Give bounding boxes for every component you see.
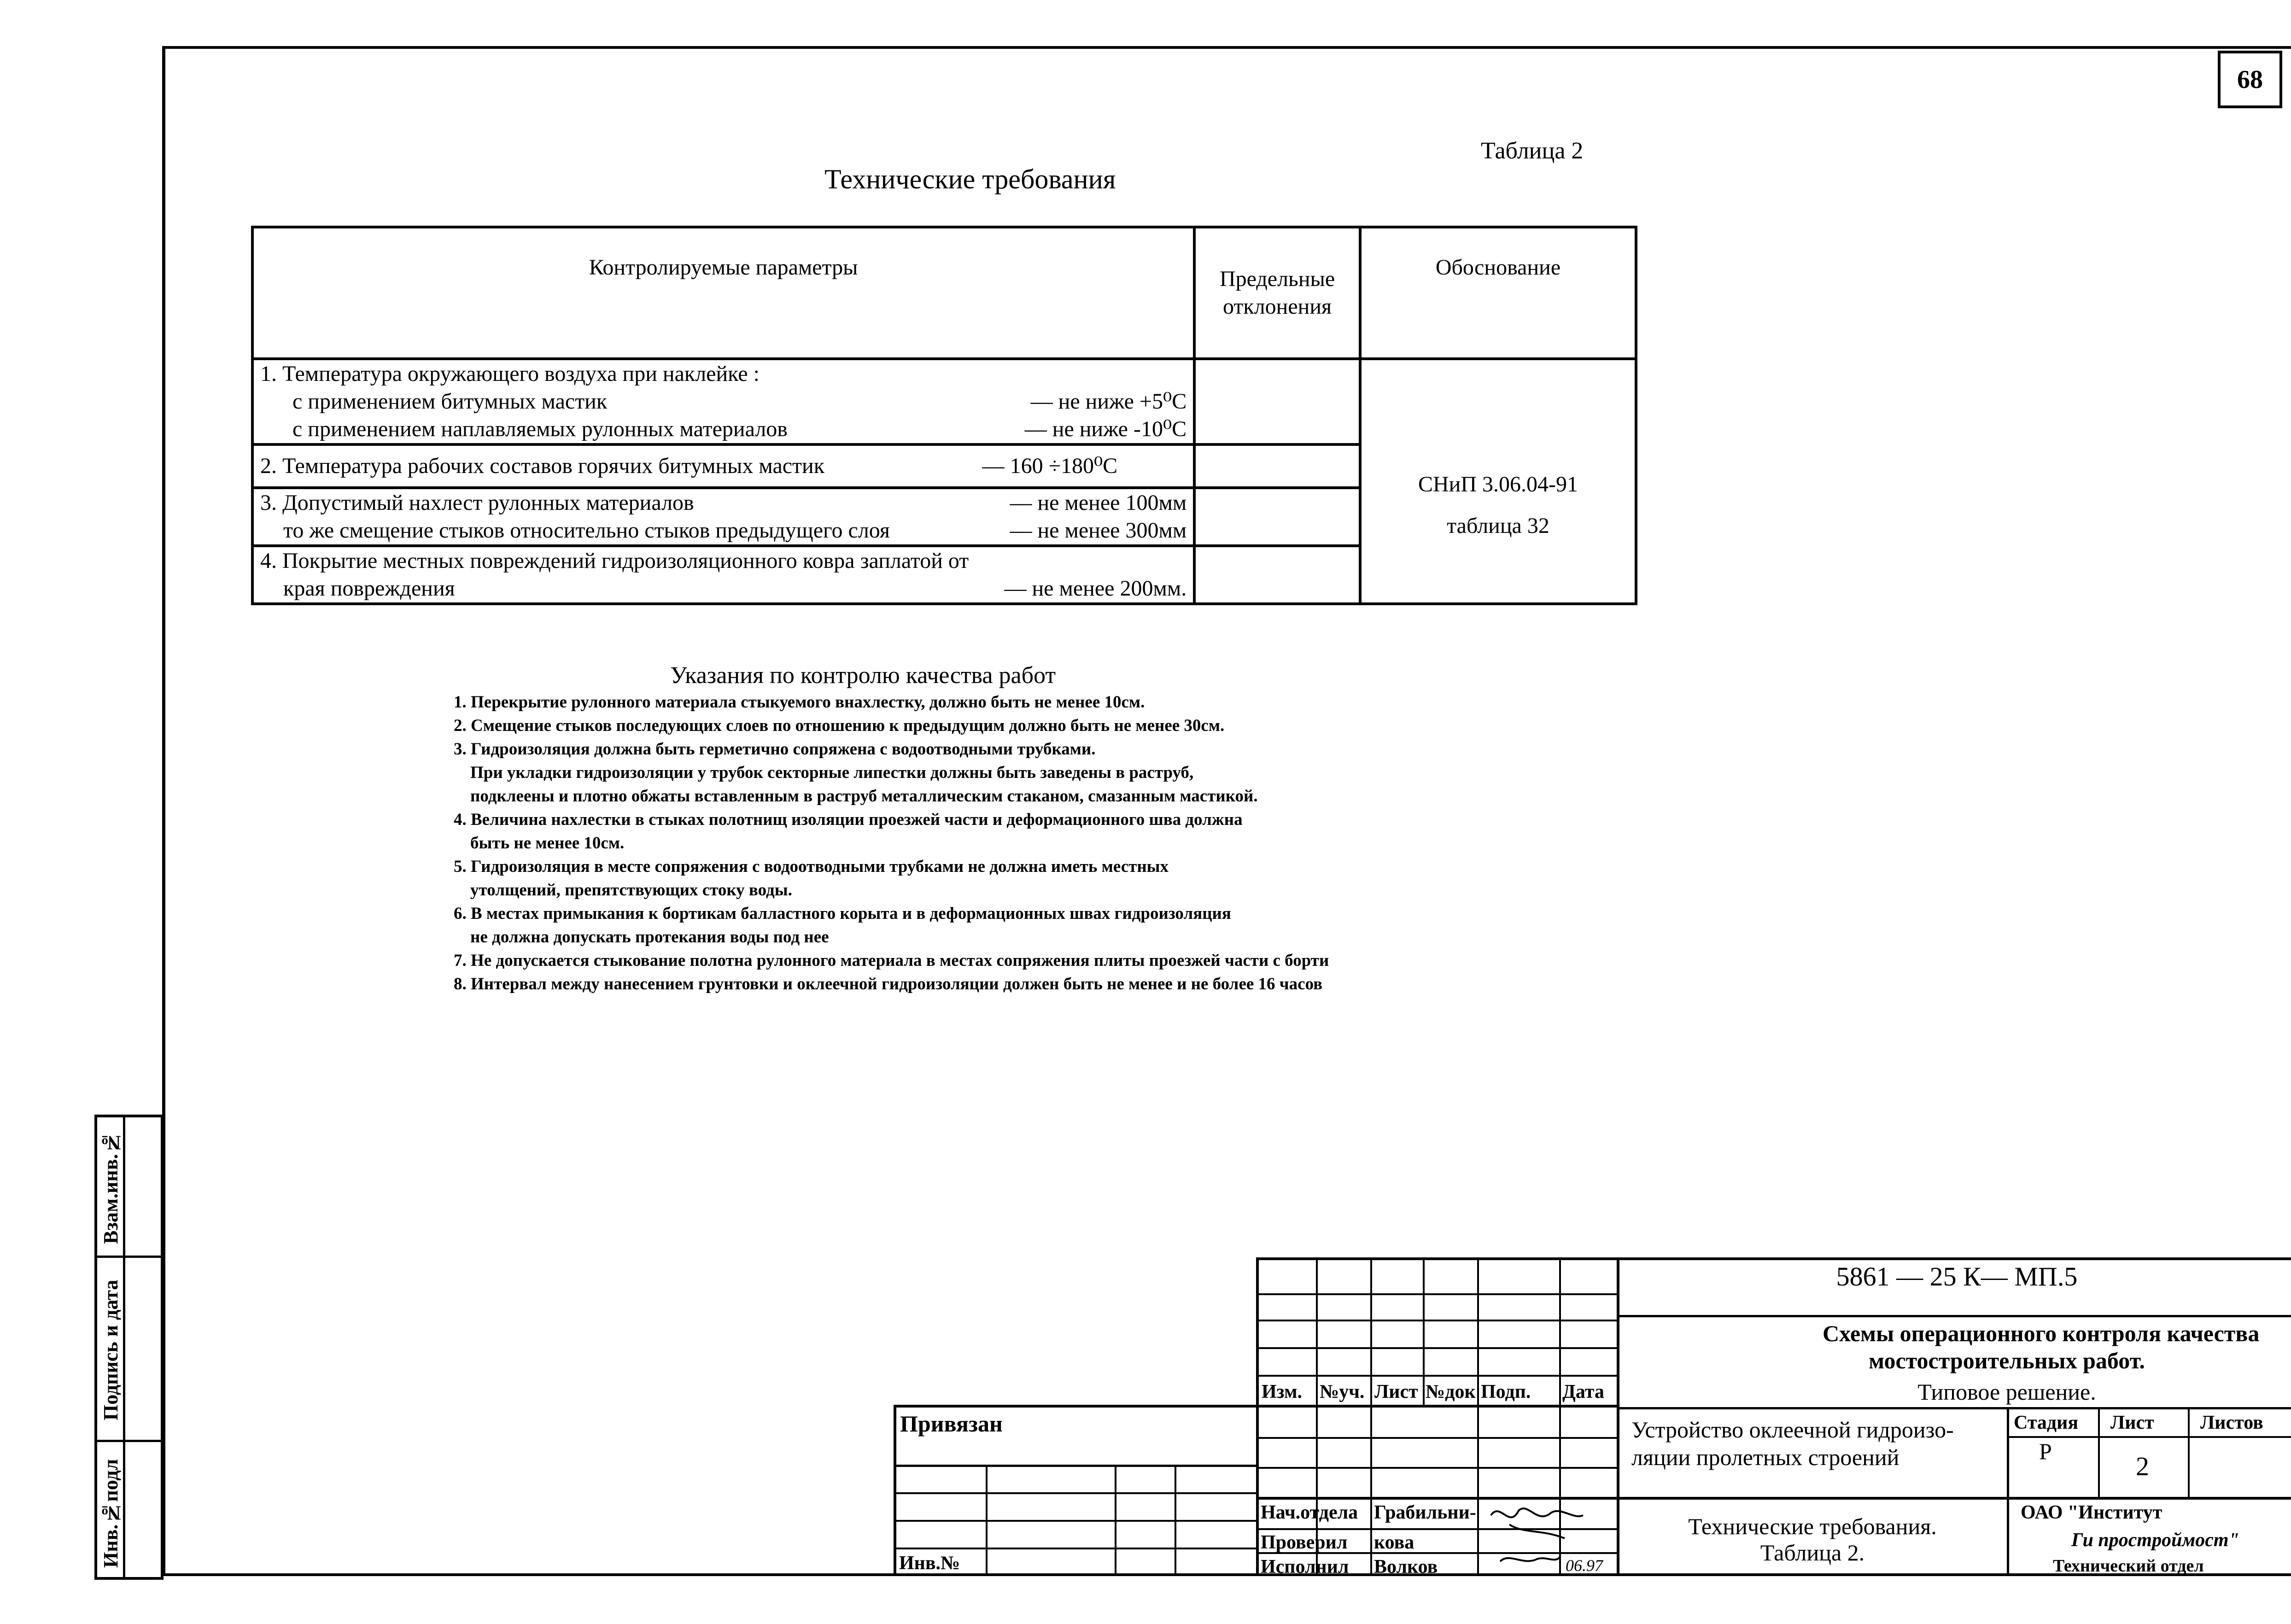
sheet-value: 2: [2136, 1451, 2149, 1481]
pb-line: [894, 1465, 1257, 1467]
row1-line3: [260, 415, 1186, 443]
pb-line: [986, 1465, 988, 1575]
pb-line: [894, 1520, 1257, 1522]
tb-line: [2098, 1407, 2100, 1497]
table-row: [252, 359, 1636, 444]
tb-line: [1256, 1320, 1618, 1321]
tb-line: [1617, 1315, 2291, 1317]
row2-left: 2. Температура рабочих составов горячих битумных мастик: [260, 454, 825, 478]
quality-notes: [454, 661, 1513, 996]
tb-name2: Волков: [1374, 1556, 1438, 1577]
row4-deviation: [1194, 546, 1360, 604]
tb-line: [1256, 1293, 1618, 1295]
tb-line: [2188, 1407, 2190, 1497]
subject-1: Устройство оклеечной гидроизо-: [1631, 1417, 1954, 1443]
row3-line2: [260, 517, 1186, 544]
header-deviations: [1194, 227, 1360, 359]
tb-line: [1423, 1257, 1425, 1405]
header-deviations-text: Предельные отклонения: [1220, 267, 1335, 319]
row4-cell: [252, 546, 1194, 604]
pb-line: [894, 1548, 1257, 1549]
tb-col-list: Лист: [1374, 1381, 1418, 1402]
tb-line: [1617, 1497, 2291, 1500]
tb-col-izm: Изм.: [1262, 1381, 1303, 1402]
privyazan-block: [894, 1405, 1257, 1580]
row1-line2-left: с применением битумных мастик: [292, 389, 608, 414]
basis-line1: СНиП 3.06.04-91: [1418, 472, 1578, 497]
row1-line3-right: — не ниже -10⁰C: [1024, 417, 1187, 441]
row4-line2-right: — не менее 200мм.: [1004, 576, 1187, 601]
note-item: подклеены и плотно обжаты вставленным в раструб металлическим стаканом, смазанным мастикой.: [470, 787, 1258, 806]
pb-line: [894, 1405, 1257, 1408]
org-3: Технический отдел: [2053, 1556, 2204, 1576]
row3-deviation: [1194, 488, 1360, 546]
tb-date: 06.97: [1566, 1556, 1603, 1575]
page-title: Технические требования: [824, 164, 1116, 194]
page-number: 68: [2218, 51, 2282, 108]
note-item: 2. Смещение стыков последующих слоев по отношению к предыдущим должно быть не менее 30см.: [454, 716, 1225, 735]
doc-title-3: Типовое решение.: [1917, 1379, 2096, 1405]
subject-2: ляции пролетных строений: [1631, 1444, 1899, 1470]
tb-nach-otdela: Нач.отдела: [1261, 1502, 1358, 1523]
note-item: 7. Не допускается стыкование полотна рулонного материала в местах сопряжения плиты проезжей части с борти: [454, 951, 1329, 970]
row2-cell: [252, 444, 1194, 488]
row4-line2: [260, 575, 1186, 602]
header-basis: Обоснование: [1360, 227, 1636, 359]
note-item: 5. Гидроизоляция в месте сопряжения с водоотводными трубками не должна иметь местных: [454, 857, 1169, 876]
tb-line: [1370, 1257, 1372, 1575]
sheet-label: Лист: [2110, 1412, 2154, 1433]
table-header-row: [252, 227, 1636, 359]
doc-title-2: мостостроительных работ.: [1869, 1348, 2145, 1373]
note-item: 8. Интервал между нанесением грунтовки и оклеечной гидроизоляции должен быть не менее и не более 16 часов: [454, 975, 1323, 993]
row1-cell: [252, 359, 1194, 444]
pb-line: [894, 1492, 1257, 1494]
title-block: [1256, 1257, 2291, 1580]
tb-line: [1316, 1257, 1318, 1575]
tb-line: [1477, 1257, 1479, 1575]
stage-value: Р: [2039, 1438, 2052, 1464]
tb-name1-a: Грабильни-: [1374, 1502, 1476, 1523]
notes-title: Указания по контролю качества работ: [670, 662, 1056, 689]
note-item: утолщений, препятствующих стоку воды.: [470, 881, 792, 900]
note-item: 3. Гидроизоляция должна быть герметично сопряжена с водоотводными трубками.: [454, 740, 1096, 759]
row3-line2-right: — не менее 300мм: [1010, 518, 1187, 543]
tb-name1-b: кова: [1374, 1532, 1414, 1553]
tb-line: [1256, 1375, 1618, 1377]
tb-ispolnil: Исполнил: [1261, 1556, 1349, 1577]
row3-line1-right: — не менее 100мм: [1010, 491, 1187, 515]
sheet-title-2: Таблица 2.: [1760, 1540, 1865, 1566]
row1-line3-left: с применением наплавляемых рулонных материалов: [292, 417, 788, 441]
tb-col-podp: Подп.: [1481, 1381, 1531, 1402]
tb-line: [1617, 1407, 2291, 1409]
signature-icon: [1482, 1497, 1597, 1580]
row2-deviation: [1194, 444, 1360, 488]
tb-col-nuch: №уч.: [1320, 1381, 1365, 1402]
inv-no-label: Инв.№: [899, 1553, 960, 1574]
pb-line: [894, 1405, 896, 1575]
basis-cell: [1360, 359, 1636, 604]
note-item: 6. В местах примыкания к бортикам балластного корыта и в деформационных швах гидроизоляция: [454, 904, 1231, 923]
side-stamp-divider: [97, 1440, 161, 1442]
privyazan-label: Привязан: [900, 1411, 1003, 1437]
tb-line: [1256, 1257, 2291, 1260]
side-stamp: [94, 1115, 164, 1580]
row1-line2-right: — не ниже +5⁰C: [1030, 389, 1187, 414]
doc-title-1: Схемы операционного контроля качества: [1823, 1320, 2260, 1346]
row3-cell: [252, 488, 1194, 546]
row3-line2-left: то же смещение стыков относительно стыков предыдущего слоя: [283, 518, 890, 543]
row1-line2: [260, 388, 1186, 415]
row3-line1: [260, 489, 1186, 517]
tb-line: [1256, 1437, 1618, 1439]
sheets-label: Листов: [2200, 1412, 2263, 1433]
tb-col-data: Дата: [1562, 1381, 1604, 1402]
row1-line1: 1. Температура окружающего воздуха при наклейке :: [260, 362, 760, 386]
tb-line: [1256, 1347, 1618, 1349]
pb-line: [1115, 1465, 1116, 1575]
note-item: быть не менее 10см.: [470, 834, 625, 853]
side-stamp-inv-podl: Инв.№подл: [99, 1459, 122, 1568]
row2-right: — 160 ÷180⁰C: [982, 454, 1118, 478]
note-item: 4. Величина нахлестки в стыках полотнищ изоляции проезжей части и деформационного шва должна: [454, 810, 1243, 829]
side-stamp-vzam: Взам.инв.№: [99, 1131, 122, 1244]
note-item: 1. Перекрытие рулонного материала стыкуемого внахлестку, должно быть не менее 10см.: [454, 693, 1145, 712]
basis-line2: таблица 32: [1447, 514, 1549, 538]
row4-line1: 4. Покрытие местных повреждений гидроизоляционного ковра заплатой от: [260, 549, 969, 573]
requirements-table: [251, 226, 1637, 605]
sheet-title-1: Технические требования.: [1688, 1513, 1937, 1539]
doc-code: 5861 — 25 К— МП.5: [1836, 1262, 2078, 1291]
note-item: При укладки гидроизоляции у трубок секторные липестки должны быть заведены в раструб,: [470, 763, 1194, 782]
tb-col-ndok: №док: [1426, 1381, 1476, 1402]
pb-line: [1175, 1465, 1176, 1575]
table-label: Таблица 2: [1481, 138, 1584, 164]
org-2: Ги простроймост": [2071, 1530, 2239, 1551]
row1-deviation: [1194, 359, 1360, 444]
org-1: ОАО "Институт: [2021, 1502, 2162, 1523]
side-stamp-podpis: Подпись и дата: [99, 1279, 122, 1420]
header-parameters: Контролируемые параметры: [252, 227, 1194, 359]
tb-line: [1256, 1467, 1618, 1469]
row2-line: [260, 452, 1186, 480]
row4-line2-left: края повреждения: [283, 576, 455, 601]
stage-label: Стадия: [2014, 1412, 2079, 1433]
note-item: не должна допускать протекания воды под нее: [470, 928, 829, 946]
tb-line: [1256, 1405, 1618, 1408]
row3-line1-left: 3. Допустимый нахлест рулонных материалов: [260, 491, 694, 515]
tb-proveril: Проверил: [1261, 1532, 1348, 1553]
side-stamp-divider: [97, 1256, 161, 1258]
